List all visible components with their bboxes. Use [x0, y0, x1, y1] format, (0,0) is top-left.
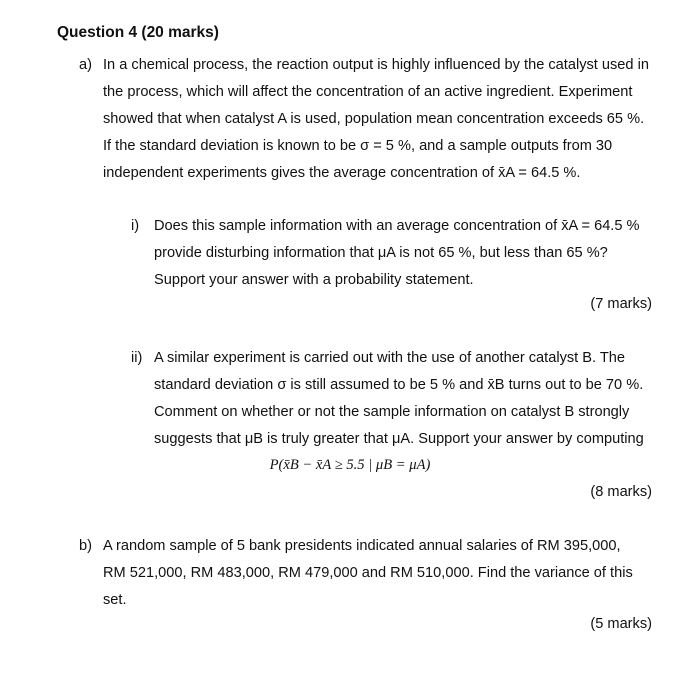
text-line: set. [103, 592, 127, 608]
part-a-label: a) [79, 57, 92, 73]
text-line: In a chemical process, the reaction output is highly influenced by the catalyst used in [103, 57, 649, 73]
question-title: Question 4 (20 marks) [57, 24, 219, 41]
part-b-marks: (5 marks) [590, 616, 652, 632]
text-line: showed that when catalyst A is used, population mean concentration exceeds 65 %. [103, 111, 645, 127]
text-line: suggests that μB is truly greater that μA. Support your answer by computing [154, 431, 644, 447]
probability-formula: P(x̄B − x̄A ≥ 5.5 | μB = μA) [269, 457, 431, 473]
part-b-label: b) [79, 538, 92, 554]
text-line: the process, which will affect the concentration of an active ingredient. Experiment [103, 84, 633, 100]
sub-i-label: i) [131, 218, 140, 234]
part-b-text [103, 533, 633, 614]
sub-i-text [154, 213, 640, 294]
text-line: RM 521,000, RM 483,000, RM 479,000 and RM 510,000. Find the variance of this [103, 565, 633, 581]
part-a-text [103, 52, 649, 187]
text-line: A similar experiment is carried out with the use of another catalyst B. The [154, 350, 626, 366]
text-line: Support your answer with a probability statement. [154, 272, 474, 288]
text-line: independent experiments gives the average concentration of x̄A = 64.5 %. [103, 165, 581, 181]
sub-ii-text [154, 345, 644, 453]
text-line: If the standard deviation is known to be σ = 5 %, and a sample outputs from 30 [103, 138, 613, 154]
text-line: standard deviation σ is still assumed to be 5 % and x̄B turns out to be 70 %. [154, 377, 644, 393]
sub-ii-marks: (8 marks) [590, 484, 652, 500]
text-line: Comment on whether or not the sample information on catalyst B strongly [154, 404, 630, 420]
sub-i-marks: (7 marks) [590, 296, 652, 312]
text-line: provide disturbing information that μA is not 65 %, but less than 65 %? [154, 245, 608, 261]
sub-ii-label: ii) [131, 350, 143, 366]
text-line: Does this sample information with an average concentration of x̄A = 64.5 % [154, 218, 640, 234]
text-line: A random sample of 5 bank presidents indicated annual salaries of RM 395,000, [103, 538, 621, 554]
